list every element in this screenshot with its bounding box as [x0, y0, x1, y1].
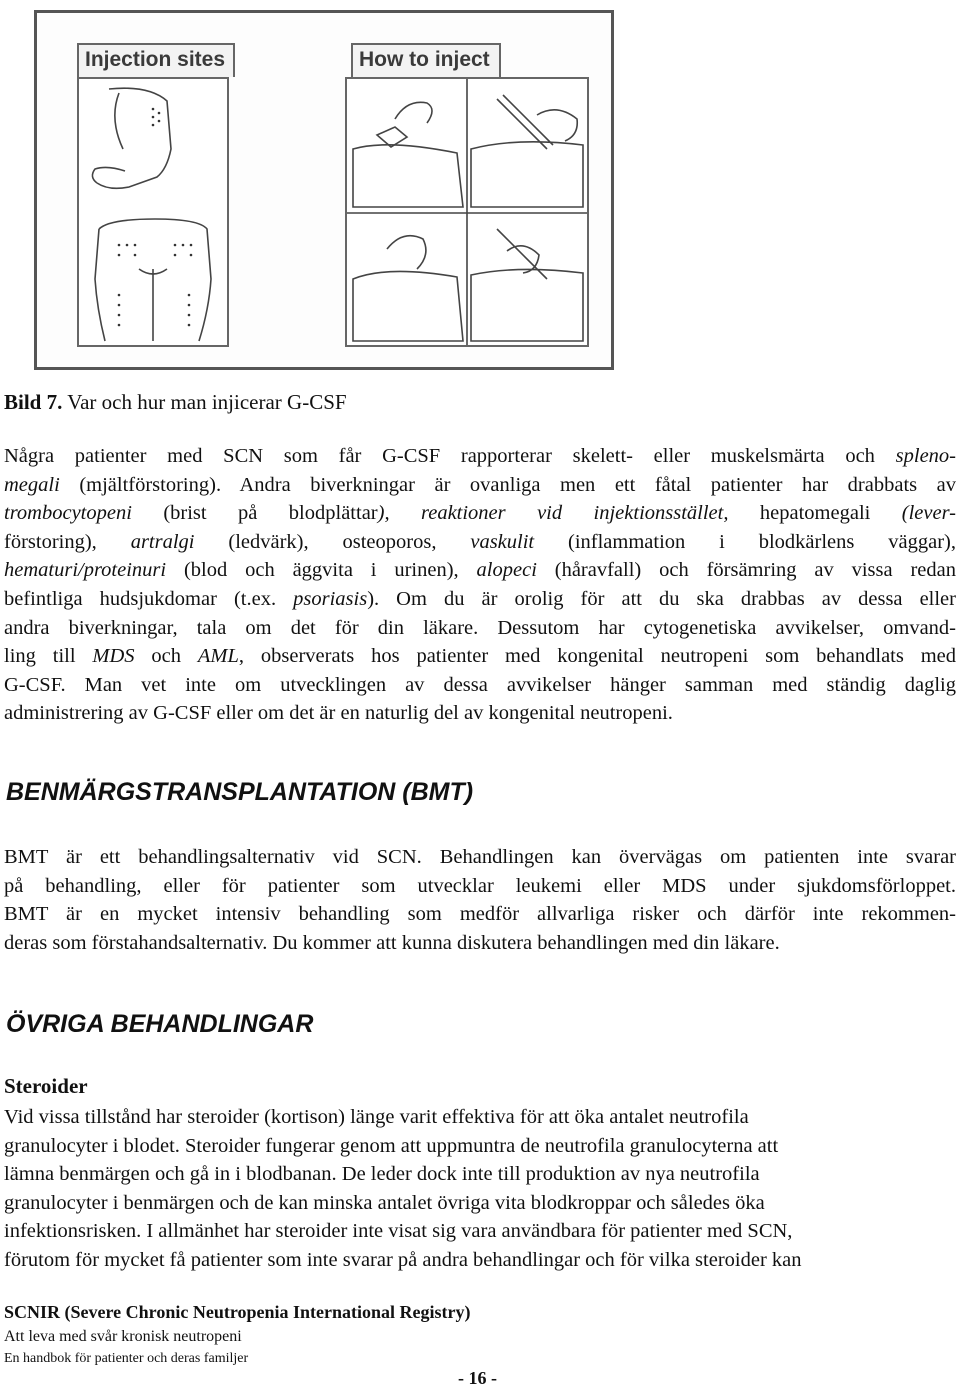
- bmt-paragraph: [4, 843, 956, 957]
- footer-book-subtitle: En handbok för patienter och deras familjer: [4, 1351, 249, 1366]
- body-sites-drawing: [79, 79, 227, 345]
- para-line: Vid vissa tillstånd har steroider (kortison) länge varit effektiva för att öka antalet neutrofila: [4, 1106, 749, 1128]
- para-line: granulocyter i blodet. Steroider fungerar genom att uppmuntra de neutrofila granulocyterna att: [4, 1134, 779, 1157]
- para-line: befintliga hudsjukdomar (t.ex. psoriasis). Om du är orolig för att du ska drabbas av dessa eller: [4, 587, 956, 610]
- caption-text: Var och hur man injicerar G-CSF: [62, 390, 347, 414]
- para-line: andra biverkningar, tala om det för din läkare. Dessutom har cytogenetiska avvikelser, omvand-: [4, 616, 956, 639]
- para-line: lämna benmärgen och gå in i blodbanan. De leder dock inte till produktion av nya neutrofila: [4, 1163, 760, 1186]
- para-line: BMT är ett behandlingsalternativ vid SCN. Behandlingen kan övervägas om patienten inte svarar: [4, 846, 956, 868]
- footer-book-title: Att leva med svår kronisk neutropeni: [4, 1328, 242, 1345]
- footer-registry-title: SCNIR (Severe Chronic Neutropenia International Registry): [4, 1302, 471, 1322]
- para-line: BMT är en mycket intensiv behandling som medför allvarliga risker och därför inte rekommen-: [4, 903, 956, 926]
- other-treatments-heading: ÖVRIGA BEHANDLINGAR: [6, 1010, 314, 1038]
- page-number: - 16 -: [458, 1368, 497, 1388]
- para-line: ling till MDS och AML, observerats hos patienter med kongenital neutropeni som behandlats med: [4, 645, 956, 668]
- para-line: G-CSF. Man vet inte om utvecklingen av dessa avvikelser hänger samman med ständig daglig: [4, 673, 956, 696]
- tab-injection-sites: Injection sites: [77, 43, 235, 77]
- para-line: på behandling, eller för patienter som utvecklar leukemi eller MDS under sjukdomsförloppet.: [4, 874, 956, 897]
- para-line: administrering av G-CSF eller om det är en naturlig del av kongenital neutropeni.: [4, 702, 673, 725]
- para-line: infektionsrisken. I allmänhet har steroider inte visat sig vara användbara för patienter med SCN,: [4, 1220, 793, 1243]
- para-line: förstoring), artralgi (ledvärk), osteoporos, vaskulit (inflammation i blodkärlens väggar),: [4, 530, 956, 553]
- steroids-paragraph: [4, 1103, 956, 1275]
- figure-caption: [4, 390, 347, 415]
- side-effects-paragraph: [4, 442, 956, 728]
- para-line: granulocyter i benmärgen och de kan minska antalet övriga vita blodkroppar och således öka: [4, 1191, 765, 1214]
- para-line: deras som förstahandsalternativ. Du kommer att kunna diskutera behandlingen med din läkare.: [4, 931, 780, 954]
- caption-label: Bild 7.: [4, 390, 63, 414]
- tab-how-to-inject: How to inject: [351, 43, 501, 77]
- para-line: hematuri/proteinuri (blod och äggvita i urinen), alopeci (håravfall) och försämring av vissa redan: [4, 559, 957, 582]
- injection-sites-illustration: [77, 77, 229, 347]
- para-line: Några patienter med SCN som får G-CSF rapporterar skelett- eller muskelsmärta och spleno-: [4, 445, 956, 467]
- para-line: förutom för mycket få patienter som inte svarar på andra behandlingar och för vilka steroider kan: [4, 1248, 802, 1271]
- how-to-inject-illustration: [345, 77, 589, 347]
- para-line: trombocytopeni (brist på blodplättar), reaktioner vid injektionsstället, hepatomegali (lever-: [4, 502, 956, 525]
- injection-steps-drawing: [347, 79, 587, 345]
- steroids-subheading: Steroider: [4, 1074, 88, 1098]
- bmt-heading: BENMÄRGSTRANSPLANTATION (BMT): [6, 778, 474, 806]
- injection-figure: [34, 10, 614, 370]
- para-line: megali (mjältförstoring). Andra biverkningar är ovanliga men ett fåtal patienter har drabbats av: [4, 473, 956, 496]
